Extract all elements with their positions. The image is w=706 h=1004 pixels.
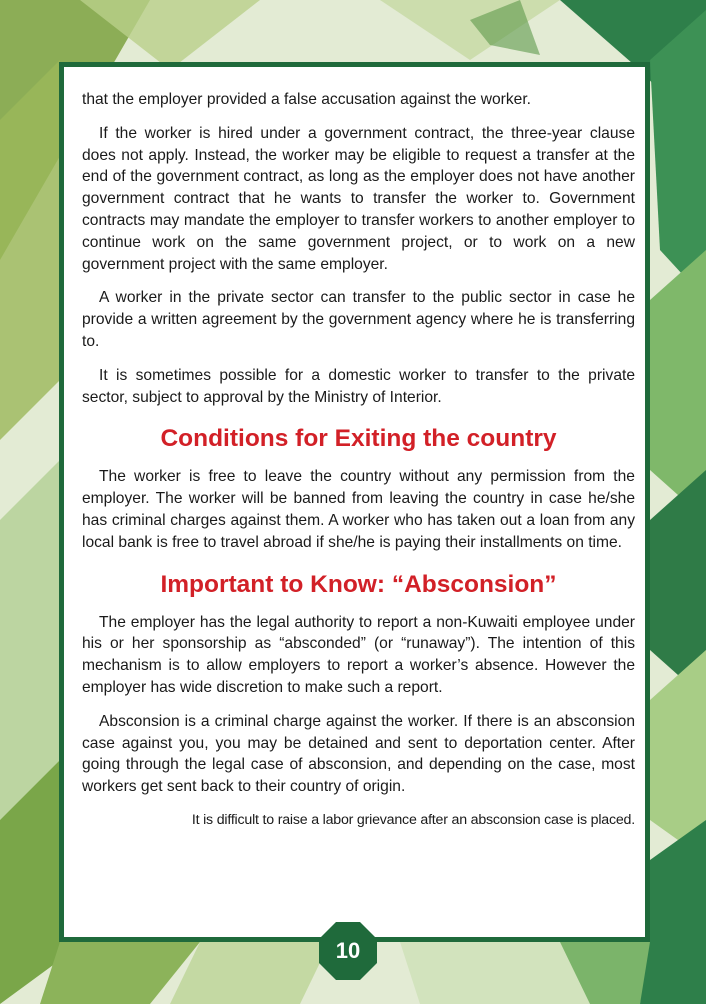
- heading-absconsion: Important to Know: “Absconsion”: [160, 570, 557, 598]
- paragraph-exit-conditions: The worker is free to leave the country without any permission from the employer. The worker will be banned from leaving the country in case he/she has criminal charges against them. A worker who has taken out a loan from any local bank is free to travel abroad if she/he is paying their installments on time.: [82, 468, 635, 551]
- paragraph-absconsion-authority: The employer has the legal authority to report a non-Kuwaiti employee under his or her sponsorship as “absconded” (or “runaway”). The intention of this mechanism is to allow employers to report a worker’s absence. However the employer has wide discretion to make such a report.: [82, 613, 635, 696]
- page-number-badge: [318, 921, 378, 981]
- content-frame: [59, 62, 650, 942]
- paragraph-absconsion-criminal: Absconsion is a criminal charge against the worker. If there is an absconsion case against you, you may be detained and sent to deportation center. After going through the legal case of absconsion, and depending on the case, most workers get sent back to their country of origin.: [82, 712, 635, 796]
- page-number: 10: [335, 938, 361, 963]
- page-content: [82, 89, 635, 844]
- paragraph-government-contract: If the worker is hired under a government contract, the three-year clause does not apply. Instead, the worker may be eligible to request a transfer at the end of the government contract, as long as the employer does not have another government contract that he wants to transfer the worker to. Government contracts may mandate the employer to transfer workers to another employer to continue work on the same government project, or to work on a new government project with the same employer.: [82, 124, 635, 273]
- paragraph-domestic-worker: It is sometimes possible for a domestic worker to transfer to the private sector, subject to approval by the Ministry of Interior.: [82, 366, 635, 406]
- paragraph-private-to-public: A worker in the private sector can transfer to the public sector in case he provide a written agreement by the government agency where he is transferring to.: [82, 289, 635, 350]
- paragraph-false-accusation: that the employer provided a false accusation against the worker.: [82, 91, 532, 108]
- paragraph-grievance-note: It is difficult to raise a labor grievance after an absconsion case is placed.: [191, 811, 635, 828]
- heading-exiting-country: Conditions for Exiting the country: [160, 425, 557, 453]
